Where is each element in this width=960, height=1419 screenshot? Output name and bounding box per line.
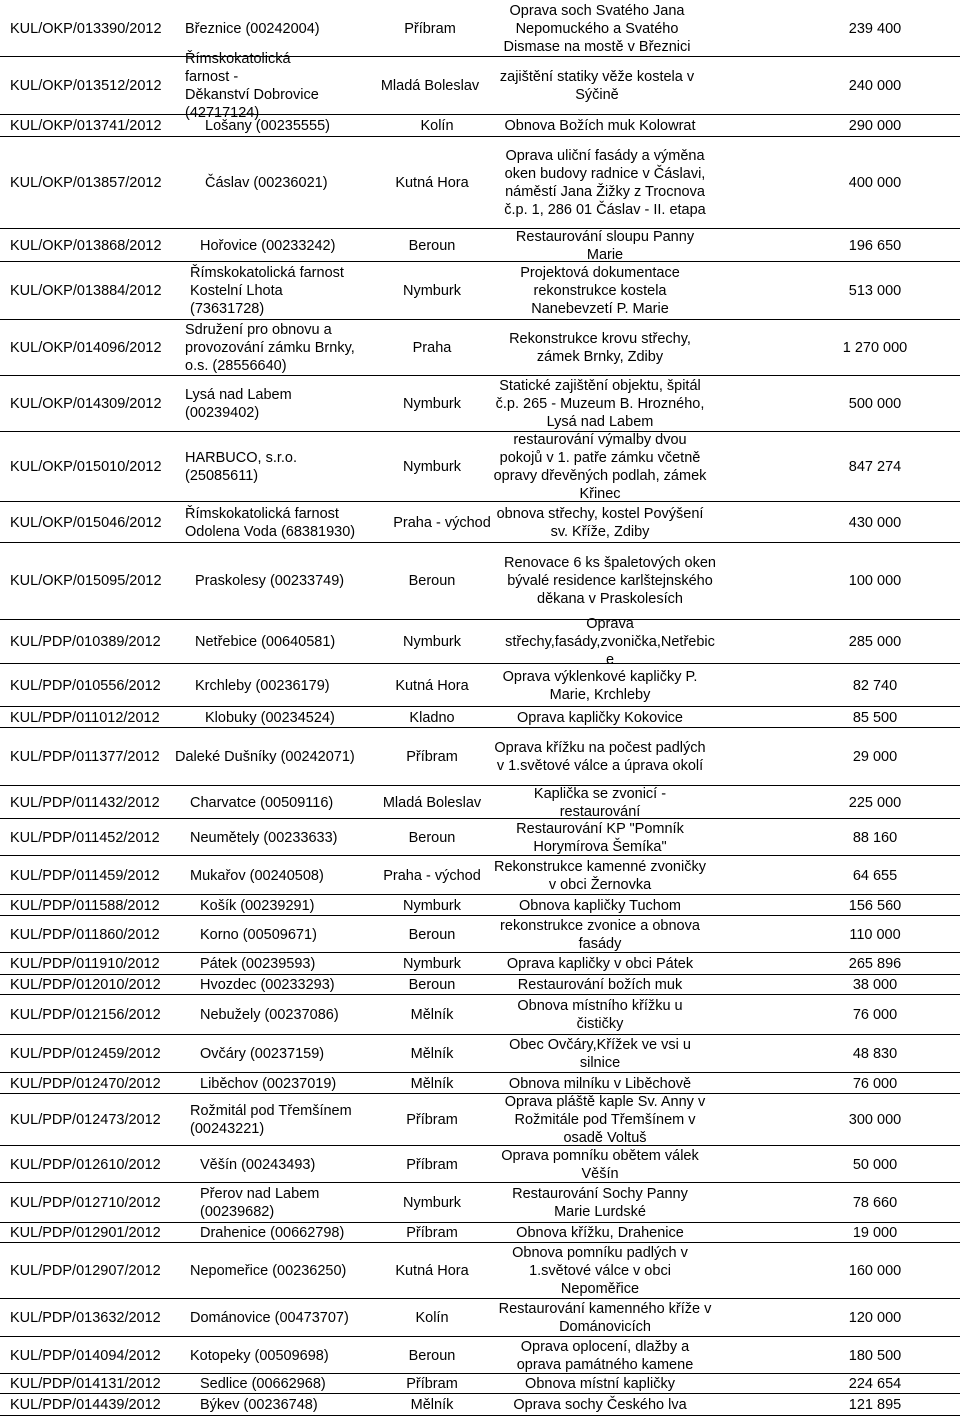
amount: 38 000 bbox=[852, 977, 898, 993]
reference-number: KUL/OKP/013390/2012 bbox=[10, 20, 162, 37]
amount: 19 000 bbox=[852, 1225, 898, 1241]
project-purpose: Obnova Božích muk Kolowrat bbox=[504, 118, 696, 134]
project-purpose: Oprava pláště kaple Sv. Anny v Rožmitále pod Třemšínem v osadě Voltuš bbox=[504, 1094, 706, 1146]
district: Mladá Boleslav bbox=[380, 78, 480, 94]
amount: 29 000 bbox=[852, 749, 898, 765]
project-purpose: Rekonstrukce kamenné zvoničky v obci Žernovka bbox=[494, 858, 706, 893]
district: Mělník bbox=[410, 1007, 454, 1023]
applicant: Římskokatolická farnost Odolena Voda (68381930) bbox=[185, 505, 356, 540]
table-row bbox=[0, 1394, 960, 1416]
table-row bbox=[0, 320, 960, 376]
district: Nymburk bbox=[402, 459, 461, 475]
table-row bbox=[0, 1223, 960, 1243]
table-row bbox=[0, 707, 960, 728]
table-row bbox=[0, 953, 960, 975]
reference-number: KUL/PDP/010556/2012 bbox=[10, 677, 161, 694]
amount: 265 896 bbox=[848, 956, 902, 972]
table-row bbox=[0, 856, 960, 895]
project-purpose: Restaurování Sochy Panny Marie Lurdské bbox=[512, 1186, 688, 1220]
district: Kutná Hora bbox=[395, 175, 469, 191]
table-row bbox=[0, 502, 960, 543]
reference-number: KUL/PDP/011432/2012 bbox=[10, 794, 160, 811]
amount: 78 660 bbox=[852, 1195, 898, 1211]
amount: 290 000 bbox=[848, 118, 902, 134]
table-row bbox=[0, 1146, 960, 1183]
amount: 85 500 bbox=[852, 709, 898, 726]
reference-number: KUL/PDP/011910/2012 bbox=[10, 956, 160, 972]
district: Beroun bbox=[408, 572, 456, 589]
project-purpose: zajištění statiky věže kostela v Sýčině bbox=[499, 69, 695, 103]
applicant: Neumětely (00233633) bbox=[190, 829, 338, 846]
reference-number: KUL/OKP/015095/2012 bbox=[10, 572, 162, 589]
applicant: Korno (00509671) bbox=[200, 926, 317, 943]
amount: 160 000 bbox=[848, 1263, 902, 1279]
applicant: Drahenice (00662798) bbox=[200, 1225, 345, 1241]
table-row bbox=[0, 819, 960, 856]
amount: 76 000 bbox=[852, 1075, 898, 1092]
district: Praha - východ bbox=[383, 867, 481, 884]
applicant: Kotopeky (00509698) bbox=[190, 1347, 329, 1364]
amount: 196 650 bbox=[848, 237, 902, 254]
district: Příbram bbox=[406, 1156, 458, 1173]
reference-number: KUL/OKP/014096/2012 bbox=[10, 340, 162, 356]
table-row bbox=[0, 432, 960, 502]
reference-number: KUL/OKP/013512/2012 bbox=[10, 78, 162, 94]
applicant: Lysá nad Labem (00239402) bbox=[185, 387, 292, 421]
amount: 513 000 bbox=[848, 283, 902, 299]
table-row bbox=[0, 1243, 960, 1299]
project-purpose: Rekonstrukce krovu střechy, zámek Brnky, Zdiby bbox=[509, 331, 691, 365]
amount: 76 000 bbox=[852, 1007, 898, 1023]
reference-number: KUL/PDP/012470/2012 bbox=[10, 1075, 161, 1092]
project-purpose: Oprava oplocení, dlažby a oprava památného kamene bbox=[516, 1338, 694, 1373]
applicant: Nepomeřice (00236250) bbox=[190, 1263, 347, 1279]
table-row bbox=[0, 1337, 960, 1374]
table-row bbox=[0, 786, 960, 819]
amount: 285 000 bbox=[848, 634, 902, 650]
project-purpose: Oprava střechy,fasády,zvonička,Netřebic e bbox=[505, 616, 715, 668]
table-row bbox=[0, 1073, 960, 1094]
table-row bbox=[0, 728, 960, 786]
district: Beroun bbox=[408, 926, 456, 943]
district: Mělník bbox=[410, 1075, 454, 1092]
reference-number: KUL/PDP/012473/2012 bbox=[10, 1112, 161, 1128]
reference-number: KUL/PDP/011452/2012 bbox=[10, 829, 160, 846]
district: Mělník bbox=[410, 1046, 454, 1062]
district: Beroun bbox=[408, 237, 456, 254]
applicant: Rožmitál pod Třemšínem (00243221) bbox=[190, 1103, 352, 1137]
project-purpose: Obec Ovčáry,Křížek ve vsi u silnice bbox=[509, 1037, 691, 1071]
project-purpose: Oprava výklenkové kapličky P. Marie, Krchleby bbox=[502, 668, 698, 703]
district: Beroun bbox=[408, 1347, 456, 1364]
district: Nymburk bbox=[402, 956, 461, 972]
district: Kolín bbox=[415, 1310, 449, 1326]
reference-number: KUL/PDP/010389/2012 bbox=[10, 634, 161, 650]
district: Příbram bbox=[406, 1376, 458, 1392]
applicant: Sdružení pro obnovu a provozování zámku Brnky, o.s. (28556640) bbox=[185, 322, 355, 374]
table-row bbox=[0, 137, 960, 229]
district: Kladno bbox=[409, 709, 455, 726]
applicant: Přerov nad Labem (00239682) bbox=[200, 1186, 320, 1220]
amount: 156 560 bbox=[848, 897, 902, 914]
amount: 88 160 bbox=[852, 829, 898, 846]
project-purpose: Oprava kapličky v obci Pátek bbox=[506, 956, 694, 972]
project-purpose: rekonstrukce zvonice a obnova fasády bbox=[500, 917, 700, 952]
table-row bbox=[0, 664, 960, 707]
reference-number: KUL/OKP/013857/2012 bbox=[10, 175, 162, 191]
reference-number: KUL/OKP/013868/2012 bbox=[10, 237, 162, 254]
project-purpose: Obnova milníku v Liběchově bbox=[508, 1075, 692, 1092]
reference-number: KUL/PDP/014131/2012 bbox=[10, 1376, 161, 1392]
table-row bbox=[0, 262, 960, 320]
applicant: Charvatce (00509116) bbox=[190, 794, 334, 811]
table-row bbox=[0, 895, 960, 916]
project-purpose: Oprava křížku na počest padlých v 1.světové válce a úprava okolí bbox=[494, 740, 706, 774]
project-purpose: Obnova kapličky Tuchom bbox=[519, 897, 681, 914]
project-purpose: Obnova křížku, Drahenice bbox=[516, 1225, 684, 1241]
amount: 225 000 bbox=[848, 794, 902, 811]
applicant: Nebužely (00237086) bbox=[200, 1007, 339, 1023]
applicant: Hořovice (00233242) bbox=[200, 237, 336, 254]
district: Praha bbox=[412, 340, 452, 356]
district: Příbram bbox=[406, 1112, 458, 1128]
amount: 400 000 bbox=[848, 175, 902, 191]
reference-number: KUL/OKP/015010/2012 bbox=[10, 459, 162, 475]
project-purpose: restaurování výmalby dvou pokojů v 1. patře zámku včetně opravy dřevěných podlah, zámek Křinec bbox=[493, 432, 707, 502]
reference-number: KUL/PDP/014439/2012 bbox=[10, 1397, 161, 1413]
project-purpose: Obnova místní kapličky bbox=[525, 1376, 675, 1392]
district: Mladá Boleslav bbox=[382, 794, 482, 811]
amount: 110 000 bbox=[849, 926, 901, 943]
project-purpose: Oprava sochy Českého lva bbox=[513, 1397, 687, 1413]
project-purpose: Restaurování KP "Pomník Horymírova Šemíka" bbox=[516, 820, 684, 855]
amount: 500 000 bbox=[848, 396, 902, 412]
project-purpose: Oprava soch Svatého Jana Nepomuckého a Svatého Dismase na mostě v Březnici bbox=[503, 2, 691, 55]
table-row bbox=[0, 51, 960, 121]
project-purpose: Restaurování sloupu Panny Marie bbox=[515, 228, 695, 263]
reference-number: KUL/PDP/011459/2012 bbox=[10, 867, 160, 884]
amount: 48 830 bbox=[852, 1046, 898, 1062]
reference-number: KUL/OKP/013741/2012 bbox=[10, 118, 162, 134]
amount: 50 000 bbox=[852, 1156, 898, 1173]
applicant: HARBUCO, s.r.o. (25085611) bbox=[185, 450, 297, 484]
district: Beroun bbox=[408, 977, 456, 993]
amount: 82 740 bbox=[852, 677, 898, 694]
table-row bbox=[0, 229, 960, 262]
applicant: Košík (00239291) bbox=[200, 897, 315, 914]
table-row bbox=[0, 1374, 960, 1394]
table-row bbox=[0, 0, 960, 57]
project-purpose: Obnova pomníku padlých v 1.světové válce v obci Nepoměřice bbox=[512, 1245, 688, 1297]
applicant: Daleké Dušníky (00242071) bbox=[175, 749, 355, 765]
district: Mělník bbox=[410, 1397, 454, 1413]
applicant: Liběchov (00237019) bbox=[200, 1075, 337, 1092]
project-purpose: Renovace 6 ks špaletových oken bývalé residence karlštejnského děkana v Praskolesích bbox=[504, 554, 716, 607]
district: Nymburk bbox=[402, 396, 461, 412]
district: Příbram bbox=[404, 20, 456, 37]
district: Nymburk bbox=[402, 634, 461, 650]
amount: 1 270 000 bbox=[842, 340, 908, 356]
table-row bbox=[0, 1094, 960, 1146]
table-row bbox=[0, 1035, 960, 1073]
reference-number: KUL/PDP/012901/2012 bbox=[10, 1225, 161, 1241]
district: Praha - východ bbox=[393, 514, 491, 531]
project-purpose: Oprava uliční fasády a výměna oken budovy radnice v Čáslavi, náměstí Jana Žižky z Trocnova č.p. 1, 286 01 Čáslav - II. etapa bbox=[504, 148, 706, 218]
amount: 430 000 bbox=[848, 514, 902, 531]
district: Kolín bbox=[420, 118, 454, 134]
district: Kutná Hora bbox=[395, 1263, 469, 1279]
amount: 180 500 bbox=[848, 1347, 902, 1364]
reference-number: KUL/PDP/012710/2012 bbox=[10, 1195, 161, 1211]
applicant: Mukařov (00240508) bbox=[190, 867, 324, 884]
amount: 121 895 bbox=[848, 1397, 902, 1413]
project-purpose: Restaurování kamenného kříže v Dománovicích bbox=[498, 1301, 712, 1335]
project-purpose: Kaplička se zvonicí - restaurování bbox=[533, 785, 667, 820]
applicant: Římskokatolická farnost Kostelní Lhota (73631728) bbox=[190, 265, 344, 317]
project-purpose: Oprava kapličky Kokovice bbox=[516, 709, 683, 726]
applicant: Krchleby (00236179) bbox=[195, 677, 330, 694]
applicant: Netřebice (00640581) bbox=[195, 634, 336, 650]
project-purpose: Restaurování božích muk bbox=[517, 977, 683, 993]
reference-number: KUL/PDP/012010/2012 bbox=[10, 977, 161, 993]
applicant: Římskokatolická farnost - Děkanství Dobrovice (42717124) bbox=[185, 51, 319, 121]
project-purpose: Obnova místního křížku u čističky bbox=[517, 998, 683, 1032]
reference-number: KUL/OKP/013884/2012 bbox=[10, 283, 162, 299]
amount: 64 655 bbox=[852, 867, 898, 884]
reference-number: KUL/PDP/011588/2012 bbox=[10, 897, 160, 914]
district: Nymburk bbox=[402, 1195, 461, 1211]
reference-number: KUL/PDP/013632/2012 bbox=[10, 1310, 161, 1326]
project-purpose: Projektová dokumentace rekonstrukce kostela Nanebevzetí P. Marie bbox=[520, 265, 680, 317]
table-row bbox=[0, 995, 960, 1035]
reference-number: KUL/PDP/012156/2012 bbox=[10, 1007, 161, 1023]
table-row bbox=[0, 1183, 960, 1223]
applicant: Pátek (00239593) bbox=[200, 956, 316, 972]
table-row bbox=[0, 1299, 960, 1337]
reference-number: KUL/OKP/014309/2012 bbox=[10, 396, 162, 412]
district: Kutná Hora bbox=[395, 677, 469, 694]
amount: 100 000 bbox=[848, 572, 902, 589]
project-purpose: Statické zajištění objektu, špitál č.p. 265 - Muzeum B. Hrozného, Lysá nad Labem bbox=[495, 378, 705, 430]
reference-number: KUL/PDP/011377/2012 bbox=[10, 749, 160, 765]
applicant: Klobuky (00234524) bbox=[205, 709, 335, 726]
applicant: Praskolesy (00233749) bbox=[195, 572, 345, 589]
reference-number: KUL/PDP/011012/2012 bbox=[10, 709, 160, 726]
amount: 240 000 bbox=[848, 78, 902, 94]
district: Příbram bbox=[406, 749, 458, 765]
reference-number: KUL/PDP/011860/2012 bbox=[10, 926, 160, 943]
table-row bbox=[0, 616, 960, 668]
amount: 300 000 bbox=[848, 1112, 902, 1128]
amount: 224 654 bbox=[848, 1376, 902, 1392]
reference-number: KUL/PDP/012907/2012 bbox=[10, 1263, 161, 1279]
district: Nymburk bbox=[402, 897, 461, 914]
amount: 847 274 bbox=[848, 459, 902, 475]
applicant: Čáslav (00236021) bbox=[205, 175, 328, 191]
table-row bbox=[0, 115, 960, 137]
reference-number: KUL/PDP/014094/2012 bbox=[10, 1347, 161, 1364]
applicant: Lošany (00235555) bbox=[205, 118, 330, 134]
project-purpose: obnova střechy, kostel Povýšení sv. Kříže, Zdiby bbox=[496, 505, 704, 540]
amount: 239 400 bbox=[848, 20, 902, 37]
district: Příbram bbox=[406, 1225, 458, 1241]
amount: 120 000 bbox=[848, 1310, 902, 1326]
table-row bbox=[0, 541, 960, 620]
table-row bbox=[0, 916, 960, 953]
table-row bbox=[0, 376, 960, 432]
applicant: Věšín (00243493) bbox=[200, 1156, 316, 1173]
reference-number: KUL/OKP/015046/2012 bbox=[10, 514, 162, 531]
applicant: Ovčáry (00237159) bbox=[200, 1046, 325, 1062]
reference-number: KUL/PDP/012610/2012 bbox=[10, 1156, 161, 1173]
table-row bbox=[0, 975, 960, 995]
applicant: Dománovice (00473707) bbox=[190, 1310, 349, 1326]
district: Nymburk bbox=[402, 283, 461, 299]
applicant: Hvozdec (00233293) bbox=[200, 977, 335, 993]
project-purpose: Oprava pomníku obětem válek Věšín bbox=[501, 1147, 699, 1182]
applicant: Sedlice (00662968) bbox=[200, 1376, 326, 1392]
reference-number: KUL/PDP/012459/2012 bbox=[10, 1046, 161, 1062]
applicant: Březnice (00242004) bbox=[185, 20, 320, 37]
applicant: Býkev (00236748) bbox=[200, 1397, 318, 1413]
district: Beroun bbox=[408, 829, 456, 846]
